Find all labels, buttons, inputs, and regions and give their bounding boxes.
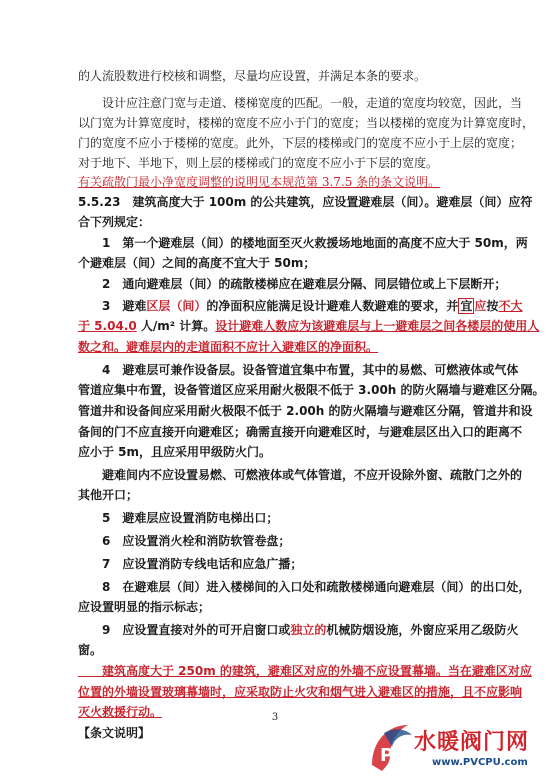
text-run: 其他开口；: [78, 488, 139, 502]
revision-note: [78, 173, 478, 191]
revised-text: 于 5.0: [78, 319, 116, 333]
text-run: 管道应集中布置，设备管道区应采用耐火极限不低于 3.00h 的防火隔墙与避难区分隔。: [78, 383, 545, 397]
list-item-7: [78, 555, 478, 573]
text-run: 5.5.23 建筑高度大于 100m 的公共建筑，应设置避难层（间）。避难层（间）应符: [78, 195, 533, 209]
text-run: 3 避难: [78, 299, 147, 313]
list-item-6: [78, 532, 478, 550]
text-run: 5 避难层应设置消防电梯出口；: [78, 511, 279, 525]
list-item-3: [78, 297, 523, 315]
text-line: [78, 94, 523, 112]
text-run: 对于地下、半地下，则上层的楼梯或门的宽度不应小于下层的宽度。: [78, 156, 439, 170]
revised-text: 4.0: [115, 319, 137, 333]
page-number: 3: [271, 712, 279, 723]
text-run: 有关疏散门最小净宽度调整的说明见本规范第 3.7.5 条的条文说明。: [78, 175, 441, 189]
text-run: 数之和。避难层内的走道面积不应计入避难区的净面积。: [78, 340, 379, 354]
text-line: [78, 154, 478, 172]
list-item-2: [78, 275, 507, 293]
text-line: [78, 254, 478, 272]
text-run: 灭火救援行动。: [78, 705, 163, 719]
text-run: 个避难层（间）之间的高度不宜大于 50m；: [78, 256, 316, 270]
clause-heading-5-5-23: [78, 193, 533, 211]
svg-text:P: P: [380, 745, 394, 766]
text-run: 人/m² 计算。: [136, 319, 216, 333]
text-run: 应设置明显的指示标志；: [78, 600, 211, 614]
text-run: 7 应设置消防专线电话和应急广播；: [78, 557, 303, 571]
text-run: 9 应设置直接对外的可开启窗口或: [78, 623, 291, 637]
text-run: 6 应设置消火栓和消防软管卷盘；: [78, 534, 291, 548]
text-line: [78, 317, 540, 335]
text-line: [78, 381, 545, 399]
text-line: [78, 134, 523, 152]
text-run: 8 在避难层（间）进入楼梯间的入口处和疏散楼梯通向避难层（间）的出口处，: [78, 580, 531, 594]
text-run: 窗。: [78, 643, 103, 657]
text-line: [78, 67, 478, 85]
text-run: 机械防烟设施，外窗应采用乙级防火: [326, 623, 519, 637]
text-run: 管道井和设备间应采用耐火极限不低于 2.00h 的防火隔墙与避难区分隔，管道井和设: [78, 404, 533, 418]
revised-text: 区层（间）: [146, 299, 207, 313]
text-run: 合下列规定：: [78, 215, 151, 229]
text-run: 的净面积应能满足设计避难人数避难的要求，并: [206, 299, 459, 313]
text-run: 避难间内不应设置易燃、可燃液体或气体管道，不应开设除外窗、疏散门之外的: [78, 468, 523, 482]
text-line: [78, 443, 478, 461]
text-run: 门的宽度不应小于楼梯的宽度。此外，下层的楼梯或门的宽度不应小于上层的宽度；: [78, 136, 523, 150]
text-run: 建筑高度大于 250m 的建筑，避难区对应的外墙不应设置幕墙。当在避难区对应: [78, 664, 532, 678]
text-line: [78, 641, 478, 659]
text-line: [78, 466, 523, 484]
text-line: [78, 423, 523, 441]
watermark-url: www.PVCPU.com: [432, 757, 528, 768]
list-item-9: [78, 621, 519, 639]
revised-text: 独立的: [290, 623, 327, 637]
text-run: 位置的外墙设置玻璃幕墙时，应采取防止火灾和烟气进入避难区的措施，且不应影响: [78, 685, 523, 699]
text-run: 应小于 5m，且应采用甲级防火门。: [78, 445, 272, 459]
list-item-1: [78, 234, 528, 252]
text-run: 1 第一个避难层（间）的楼地面至灭火救援场地地面的高度不应大于 50m，两: [78, 236, 528, 250]
text-run: 【条文说明】: [78, 726, 151, 740]
text-run: 以门宽为计算宽度时，楼梯的宽度不应小于门的宽度；当以楼梯的宽度为计算宽度时，: [78, 116, 535, 130]
text-line: [78, 486, 478, 504]
text-run: 的人流股数进行校核和调整，尽量均应设置，并满足本条的要求。: [78, 69, 427, 83]
text-line: [78, 598, 478, 616]
revised-text: 设计避难人数应为该避难层与上一避难层之间各楼层的使用人: [215, 319, 540, 333]
text-run: 备间的门不应直接开向避难区；确需直接开向避难区时，与避难层区出入口的距离不: [78, 425, 523, 439]
revised-line: [78, 338, 478, 356]
list-item-4: [78, 361, 519, 379]
pv-logo-icon: [368, 721, 416, 775]
revised-line: [78, 683, 523, 701]
boxed-text: 宜: [460, 299, 473, 313]
text-line: [78, 213, 478, 231]
revised-text: 不大: [498, 299, 523, 313]
list-item-8: [78, 578, 531, 596]
list-item-5: [78, 509, 478, 527]
text-line: [78, 402, 533, 420]
revised-text: 应: [474, 299, 487, 313]
text-run: 设计应注意门宽与走道、楼梯宽度的匹配。一般，走道的宽度均较宽，因此，当: [78, 96, 523, 110]
text-line: [78, 114, 535, 132]
text-run: 4 避难层可兼作设备层。设备管道宜集中布置，其中的易燃、可燃液体或气体: [78, 363, 519, 377]
text-run: 2 通向避难层（间）的疏散楼梯应在避难层分隔、同层错位或上下层断开；: [78, 277, 507, 291]
watermark-logo: [368, 721, 544, 775]
watermark-name: 水暖阀门网: [414, 730, 530, 755]
text-run: 按: [486, 299, 499, 313]
revised-line: [78, 662, 532, 680]
